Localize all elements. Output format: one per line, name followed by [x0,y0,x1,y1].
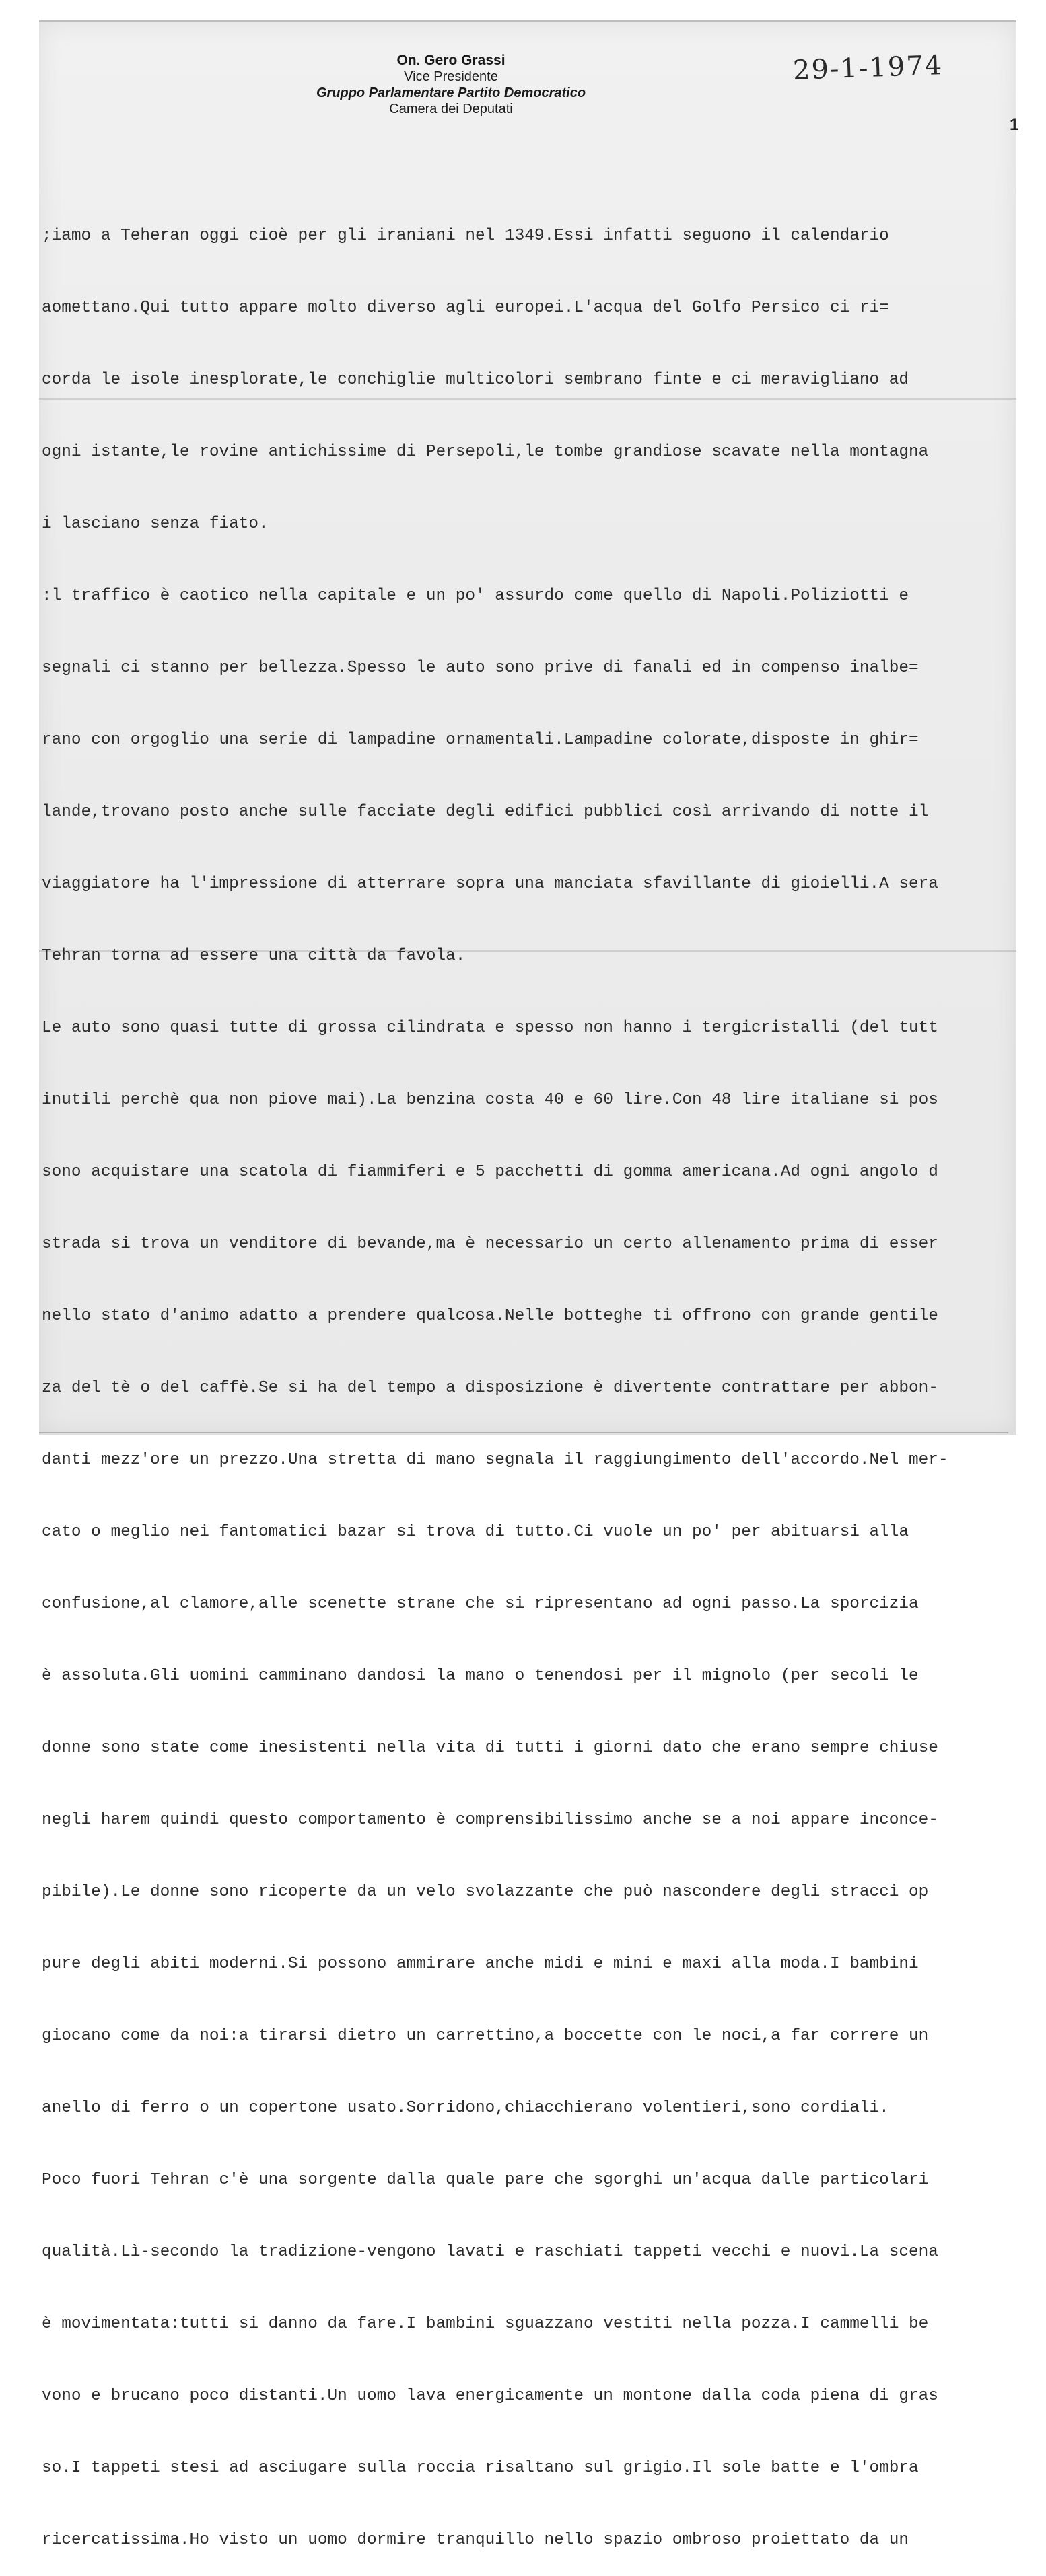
text-line: corda le isole inesplorate,le conchiglie multicolori sembrano finte e ci meravigliano ad [42,371,909,389]
text-line: i lasciano senza fiato. [42,515,269,533]
letterhead-group: Gruppo Parlamentare Partito Democratico [316,85,586,100]
text-line: ;iamo a Teheran oggi cioè per gli iraniani nel 1349.Essi infatti seguono il calendario [42,227,889,245]
text-line: strada si trova un venditore di bevande,ma è necessario un certo allenamento prima di esser [42,1235,938,1253]
text-line: ricercatissima.Ho visto un uomo dormire tranquillo nello spazio ombroso proiettato da un [42,2531,909,2549]
text-line: za del tè o del caffè.Se si ha del tempo a disposizione è divertente contrattare per abbon- [42,1379,938,1397]
text-line: cato o meglio nei fantomatici bazar si trova di tutto.Ci vuole un po' per abituarsi alla [42,1523,909,1541]
text-line: so.I tappeti stesi ad asciugare sulla roccia risaltano sul grigio.Il sole batte e l'ombra [42,2459,919,2477]
letterhead-name: On. Gero Grassi [396,52,505,68]
text-line: vono e brucano poco distanti.Un uomo lava energicamente un montone dalla coda piena di gras [42,2387,938,2405]
text-line: Tehran torna ad essere una città da favola. [42,947,466,965]
text-line: aomettano.Qui tutto appare molto diverso agli europei.L'acqua del Golfo Persico ci ri= [42,299,889,317]
text-line: viaggiatore ha l'impressione di atterrare sopra una manciata sfavillante di gioielli.A sera [42,875,938,893]
letterhead [296,52,606,117]
letterhead-chamber: Camera dei Deputati [389,102,513,116]
text-line: giocano come da noi:a tirarsi dietro un carrettino,a boccette con le noci,a far correre un [42,2027,929,2045]
text-line: negli harem quindi questo comportamento è comprensibilissimo anche se a noi appare inconce- [42,1811,938,1829]
handwritten-date: 29-1-1974 [792,50,944,86]
letterhead-role: Vice Presidente [404,69,498,84]
text-line: :l traffico è caotico nella capitale e un po' assurdo come quello di Napoli.Poliziotti e [42,587,909,605]
text-line: pibile).Le donne sono ricoperte da un velo svolazzante che può nascondere degli stracci op [42,1883,929,1901]
typewritten-body [42,182,1016,2576]
text-line: anello di ferro o un copertone usato.Sorridono,chiacchierano volentieri,sono cordiali. [42,2099,889,2117]
text-line: nello stato d'animo adatto a prendere qualcosa.Nelle botteghe ti offrono con grande gentile [42,1307,938,1325]
text-line: sono acquistare una scatola di fiammiferi e 5 pacchetti di gomma americana.Ad ogni angolo d [42,1163,938,1181]
text-line: danti mezz'ore un prezzo.Una stretta di mano segnala il raggiungimento dell'accordo.Nel mer- [42,1451,948,1469]
text-line: inutili perchè qua non piove mai).La benzina costa 40 e 60 lire.Con 48 lire italiane si pos [42,1091,938,1109]
text-line: Le auto sono quasi tutte di grossa cilindrata e spesso non hanno i tergicristalli (del tutt [42,1019,938,1037]
text-line: è assoluta.Gli uomini camminano dandosi la mano o tenendosi per il mignolo (per secoli le [42,1667,919,1685]
text-line: rano con orgoglio una serie di lampadine ornamentali.Lampadine colorate,disposte in ghir= [42,731,919,749]
text-line: segnali ci stanno per bellezza.Spesso le auto sono prive di fanali ed in compenso inalbe= [42,659,919,677]
page-number: 1 [1010,116,1019,134]
text-line: è movimentata:tutti si danno da fare.I bambini sguazzano vestiti nella pozza.I cammelli be [42,2315,929,2333]
text-line: confusione,al clamore,alle scenette strane che si ripresentano ad ogni passo.La sporcizia [42,1595,919,1613]
text-line: donne sono state come inesistenti nella vita di tutti i giorni dato che erano sempre chiuse [42,1739,938,1757]
text-line: pure degli abiti moderni.Si possono ammirare anche midi e mini e maxi alla moda.I bambini [42,1955,919,1973]
text-line: qualità.Lì-secondo la tradizione-vengono lavati e raschiati tappeti vecchi e nuovi.La scena [42,2243,938,2261]
text-line: ogni istante,le rovine antichissime di Persepoli,le tombe grandiose scavate nella montagna [42,443,929,461]
text-line: lande,trovano posto anche sulle facciate degli edifici pubblici così arrivando di notte il [42,803,929,821]
text-line: Poco fuori Tehran c'è una sorgente dalla quale pare che sgorghi un'acqua dalle particolari [42,2171,929,2189]
